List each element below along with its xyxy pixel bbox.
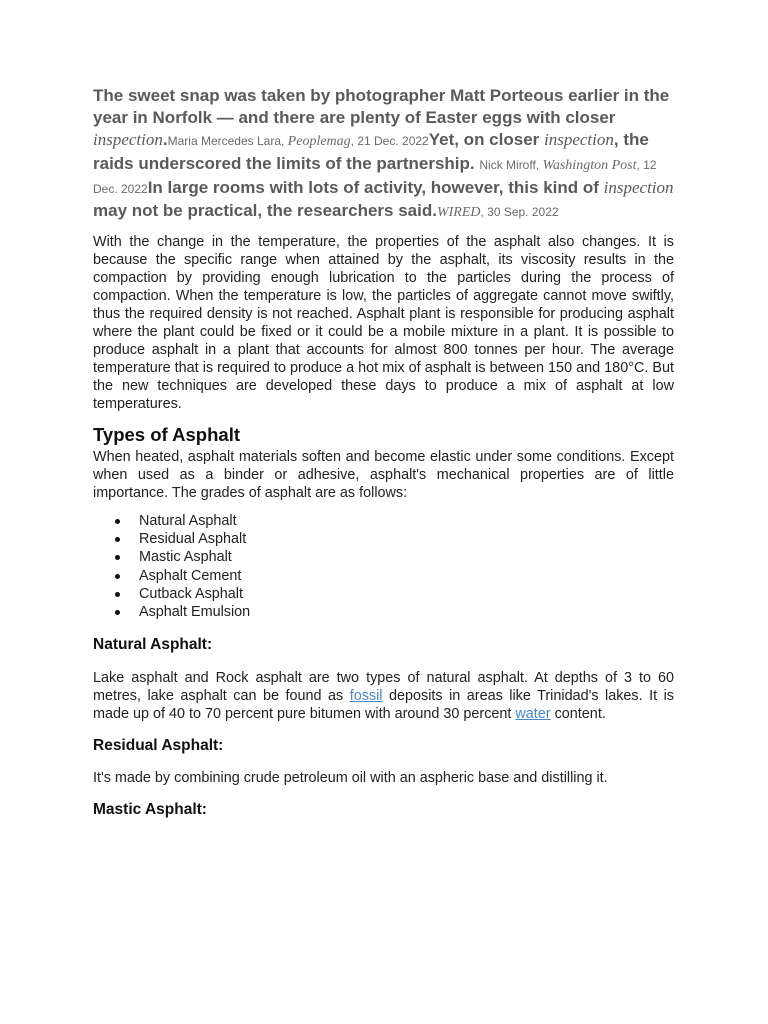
bullet-icon (115, 555, 120, 560)
quote-1-tail: . (162, 130, 168, 149)
quote-1-attribution (168, 134, 429, 148)
list-item-label: Mastic Asphalt (139, 549, 232, 566)
document-content (93, 85, 674, 820)
list-item-label: Asphalt Cement (139, 567, 242, 584)
intro-paragraph: With the change in the temperature, the properties of the asphalt also changes. It is because the specific range when attained by the asphalt, its viscosity results in the compaction by providing enough lubrication to the particles during the process of compaction. When the temperature is low, the particles of aggregate cannot move swiftly, thus the required density is not reached. Asphalt plant is responsible for producing asphalt where the plant could be fixed or it could be a mobile mixture in a plant. It is possible to produce asphalt in a plant that accounts for almost 800 tonnes per hour. The average temperature that is required to produce a hot mix of asphalt is between 150 and 180°C. But the new techniques are developed these days to produce a mix of asphalt at low temperatures. (93, 234, 674, 412)
list-item (93, 567, 674, 585)
quote-1-author: Maria Mercedes Lara, (167, 134, 288, 148)
list-item-label: Cutback Asphalt (139, 585, 243, 602)
quote-2-keyword: inspection (543, 130, 614, 149)
residual-asphalt-heading: Residual Asphalt: (93, 737, 224, 755)
bullet-icon (115, 610, 120, 615)
quote-2-publication: Washington Post (542, 158, 637, 173)
bullet-icon (115, 574, 120, 579)
list-item (93, 585, 674, 603)
quote-3-date: , 30 Sep. 2022 (480, 205, 559, 219)
quote-3-attribution (437, 205, 559, 219)
bullet-icon (115, 537, 120, 542)
types-paragraph: When heated, asphalt materials soften and become elastic under some conditions. Except when used as a binder or adhesive, asphalt's mechanical properties are of little importance. The grades of asphalt are as follows: (93, 449, 674, 501)
quote-2-author: Nick Miroff, (479, 158, 543, 172)
mastic-asphalt-heading: Mastic Asphalt: (93, 801, 207, 819)
natural-text-part: deposits in areas like Trinidad's lakes. It is made up of 40 to 70 percent pure bitumen with around 30 percent (93, 688, 674, 723)
quote-1-date: , 21 Dec. 2022 (350, 134, 429, 148)
quote-3-keyword: inspection (603, 178, 674, 197)
list-item-label: Residual Asphalt (139, 531, 247, 548)
fossil-link[interactable]: fossil (349, 688, 383, 705)
quote-1-publication: Peoplemag (287, 134, 351, 149)
natural-asphalt-heading: Natural Asphalt: (93, 636, 213, 654)
quote-2-tail: , the raids underscored the limits of the partnership. (93, 130, 649, 173)
list-item (93, 530, 674, 548)
quote-1-text: The sweet snap was taken by photographer Matt Porteous earlier in the year in Norfolk — and there are plenty of Easter eggs with closer (93, 86, 670, 127)
asphalt-grades-list (93, 512, 674, 621)
bullet-icon (115, 592, 120, 597)
types-heading: Types of Asphalt (93, 424, 240, 445)
residual-asphalt-paragraph: It's made by combining crude petroleum oil with an aspheric base and distilling it. (93, 770, 608, 787)
natural-asphalt-paragraph (93, 669, 674, 723)
quote-3-tail: may not be practical, the researchers said. (93, 201, 437, 220)
bullet-icon (115, 519, 120, 524)
list-item (93, 548, 674, 566)
list-item (93, 603, 674, 621)
water-link[interactable]: water (515, 706, 551, 723)
natural-text-part: content. (550, 706, 606, 723)
quote-2-text: Yet, on closer (428, 130, 544, 149)
list-item-label: Natural Asphalt (139, 513, 237, 529)
list-item (93, 512, 674, 530)
natural-text-part: Lake asphalt and Rock asphalt are two types of natural asphalt. At depths of 3 to 60 metres, lake asphalt can be found as (93, 670, 674, 705)
quote-2-date: , 12 Dec. 2022 (93, 158, 657, 196)
quote-1-keyword: inspection (93, 130, 163, 149)
list-item-label: Asphalt Emulsion (139, 604, 251, 621)
quote-3-publication: WIRED (436, 205, 481, 220)
quote-3-text: In large rooms with lots of activity, however, this kind of (147, 178, 604, 197)
usage-examples (93, 85, 674, 224)
